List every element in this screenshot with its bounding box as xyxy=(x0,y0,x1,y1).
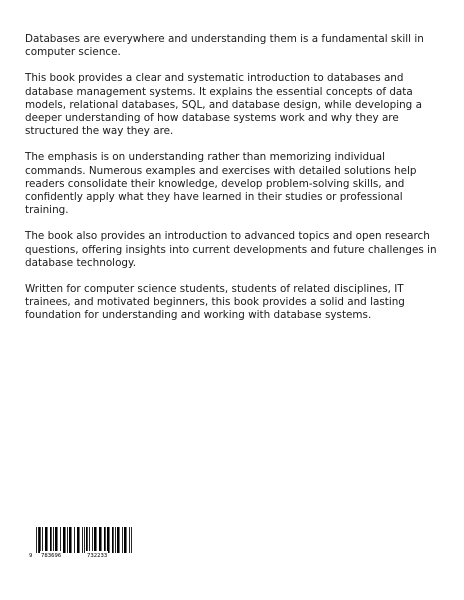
barcode-bar xyxy=(84,527,85,553)
barcode-bar xyxy=(69,527,72,553)
barcode-bar xyxy=(45,527,48,553)
barcode-bar xyxy=(86,527,88,553)
barcode-number xyxy=(28,551,136,561)
barcode-bar xyxy=(53,527,54,553)
barcode-bar xyxy=(63,527,66,553)
barcode-bar xyxy=(42,527,43,553)
barcode-bar xyxy=(77,527,80,553)
blurb-paragraph-3: The emphasis is on understanding rather than memorizing individual commands. Numerous examples and exercises with detailed solutions help readers consolidate their knowledge, develop problem-solving skills, and confidently apply what they have learned in their studies or professional training. xyxy=(25,151,417,217)
barcode-bar xyxy=(117,527,120,553)
barcode-bar xyxy=(55,527,58,553)
barcode-bar xyxy=(67,527,68,553)
barcode-bar xyxy=(89,527,90,553)
barcode-bar xyxy=(92,527,93,553)
barcode-lead-digit: 9 xyxy=(29,553,33,559)
barcode-bar xyxy=(94,527,97,553)
barcode-bar xyxy=(74,527,75,553)
barcode-right-group: 732233 xyxy=(87,553,108,559)
barcode-bar xyxy=(104,527,106,553)
barcode-bar xyxy=(124,527,127,553)
blurb-paragraph-5: Written for computer science students, students of related disciplines, IT trainees, and motivated beginners, this book provides a solid and lasting foundation for understanding and working with database systems. xyxy=(25,283,405,322)
isbn-barcode xyxy=(28,527,136,561)
blurb-paragraph-1: Databases are everywhere and understanding them is a fundamental skill in computer science. xyxy=(25,33,424,59)
barcode-bar xyxy=(129,527,130,553)
barcode-bar xyxy=(122,527,123,553)
barcode-bar xyxy=(115,527,116,553)
barcode-left-group: 783696 xyxy=(41,553,62,559)
blurb-paragraph-4: The book also provides an introduction to advanced topics and open research questions, offering insights into current developments and future challenges in database technology. xyxy=(25,230,437,269)
barcode-bar xyxy=(38,527,39,553)
barcode-bar xyxy=(36,527,37,553)
blurb-text xyxy=(25,33,443,336)
barcode-bar xyxy=(131,527,132,553)
barcode-bar xyxy=(39,527,41,553)
blurb-paragraph-2: This book provides a clear and systematic introduction to databases and database management systems. It explains the essential concepts of data models, relational databases, SQL, and database design, while developing a deeper understanding of how database systems work and why they are structured the way they are. xyxy=(25,72,422,138)
barcode-bar xyxy=(82,527,83,553)
barcode-bar xyxy=(50,527,52,553)
barcode-bar xyxy=(107,527,110,553)
barcode-bar xyxy=(99,527,102,553)
barcode-bar xyxy=(60,527,61,553)
barcode-bar xyxy=(112,527,114,553)
